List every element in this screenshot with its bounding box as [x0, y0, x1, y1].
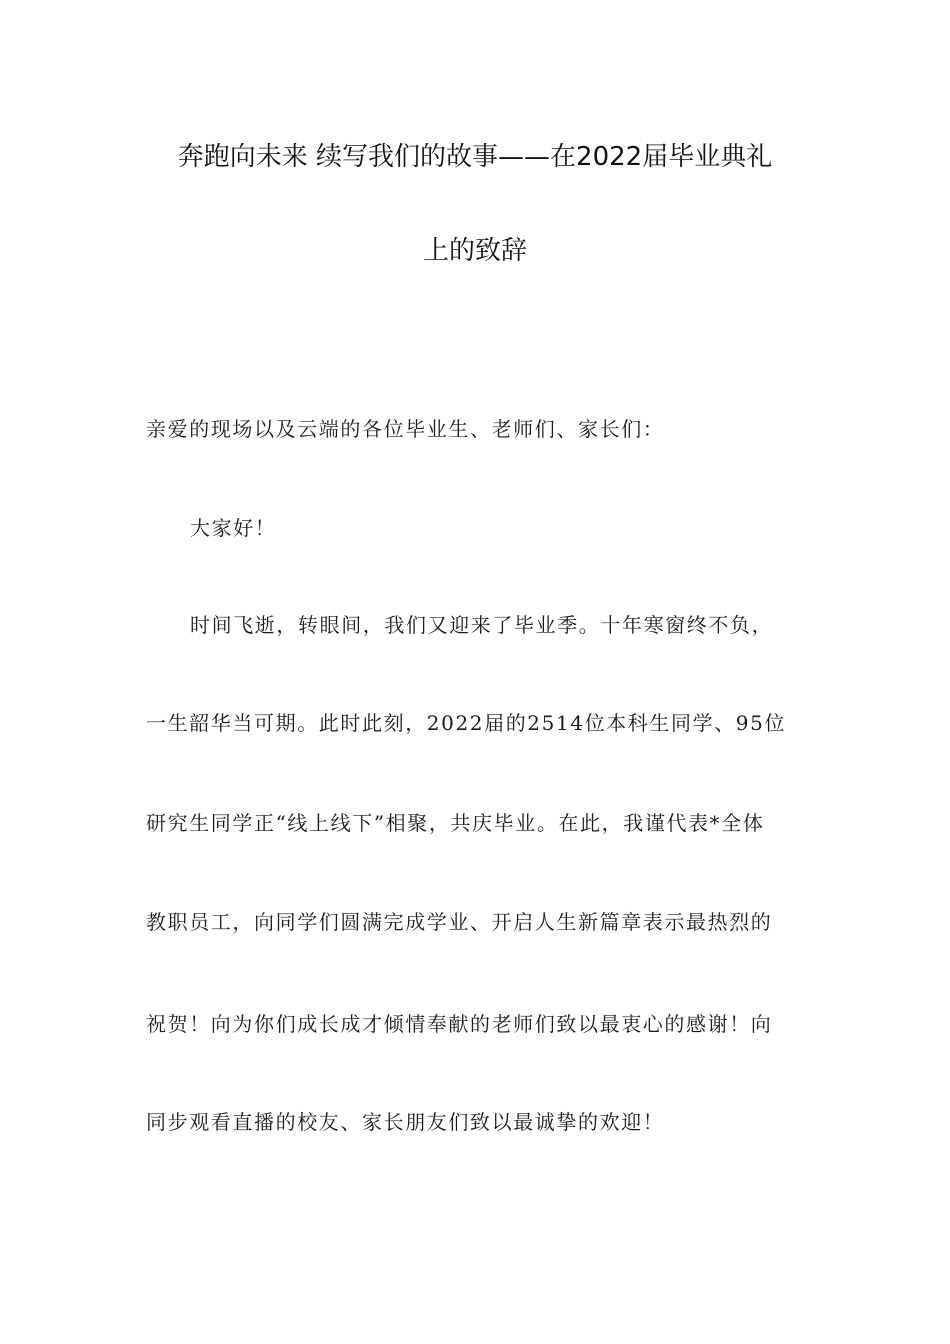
- paragraph-line: 祝贺！向为你们成长成才倾情奉献的老师们致以最衷心的感谢！向: [146, 1012, 773, 1036]
- document-title-line-1: 奔跑向未来 续写我们的故事——在2022届毕业典礼: [177, 142, 773, 172]
- greeting: 大家好！: [190, 516, 277, 540]
- paragraph-line: 时间飞逝，转眼间，我们又迎来了毕业季。十年寒窗终不负，: [190, 613, 774, 637]
- document-title-line-2: 上的致辞: [422, 236, 527, 266]
- paragraph-line: 教职员工，向同学们圆满完成学业、开启人生新篇章表示最热烈的: [146, 910, 773, 934]
- paragraph-line: 同步观看直播的校友、家长朋友们致以最诚挚的欢迎！: [146, 1110, 665, 1134]
- paragraph-line: 一生韶华当可期。此时此刻，2022届的2514位本科生同学、95位: [146, 711, 787, 735]
- paragraph-line: 研究生同学正“线上线下”相聚，共庆毕业。在此，我谨代表*全体: [146, 811, 765, 835]
- salutation: 亲爱的现场以及云端的各位毕业生、老师们、家长们：: [146, 417, 665, 441]
